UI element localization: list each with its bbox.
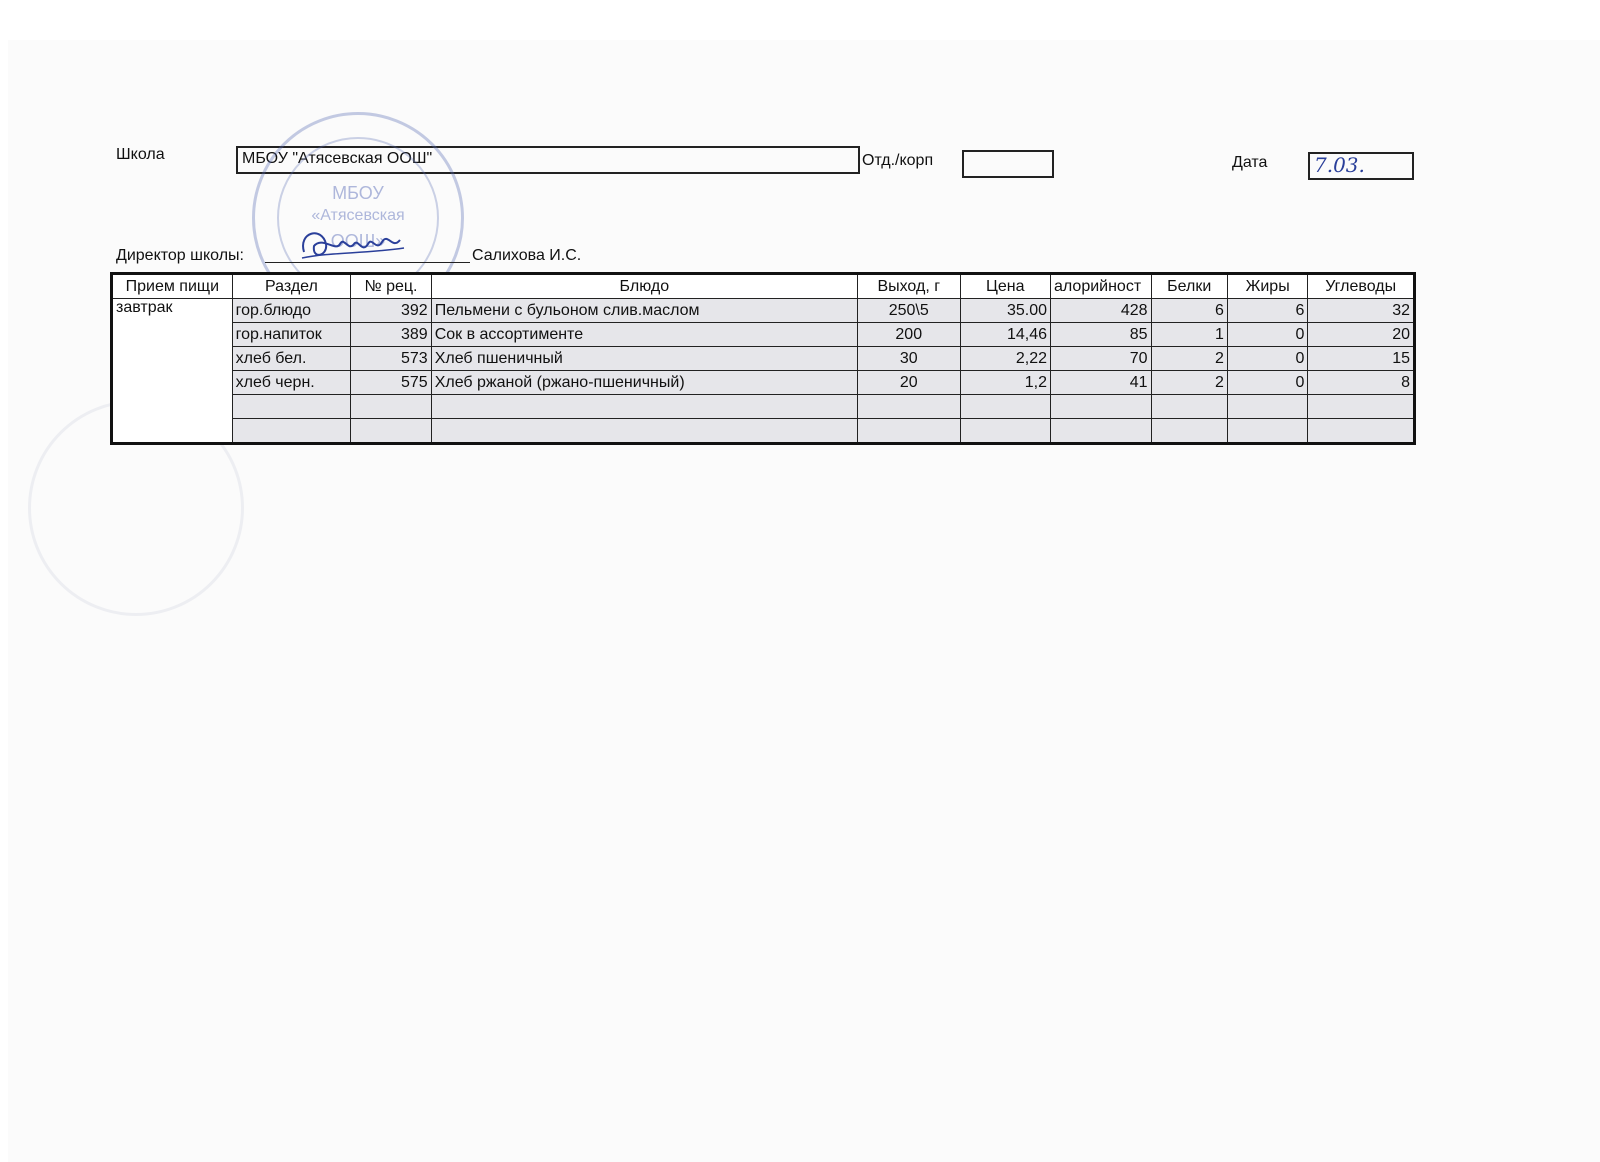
table-row (112, 299, 1415, 323)
table-row (112, 323, 1415, 347)
kcal-cell: 85 (1051, 323, 1152, 347)
yield-cell: 30 (857, 347, 960, 371)
table-row (112, 371, 1415, 395)
carbs-cell: 32 (1308, 299, 1415, 323)
school-field: МБОУ "Атясевская ООШ" (236, 146, 860, 174)
col-header: Белки (1151, 274, 1227, 299)
school-seal: МБОУ «Атясевская ООШ» (252, 112, 464, 324)
section-cell: хлеб черн. (232, 371, 351, 395)
scanned-sheet (8, 40, 1600, 1162)
branch-field (962, 150, 1054, 178)
fat-cell: 6 (1227, 299, 1307, 323)
empty-row (112, 395, 1415, 419)
yield-cell: 250\5 (857, 299, 960, 323)
meal-cell: завтрак (112, 299, 233, 444)
school-label: Школа (116, 146, 165, 163)
date-field: 7.03. (1308, 152, 1414, 180)
table-header-row (112, 274, 1415, 299)
price-cell: 2,22 (960, 347, 1050, 371)
menu-table (110, 272, 1416, 445)
col-header: Жиры (1227, 274, 1307, 299)
protein-cell: 6 (1151, 299, 1227, 323)
dish-cell: Сок в ассортименте (431, 323, 857, 347)
dish-cell: Пельмени с бульоном слив.маслом (431, 299, 857, 323)
protein-cell: 2 (1151, 347, 1227, 371)
date-label: Дата (1232, 154, 1268, 171)
director-name: Салихова И.С. (472, 247, 582, 264)
col-header: Блюдо (431, 274, 857, 299)
branch-label: Отд./корп (862, 152, 934, 169)
col-header: Выход, г (857, 274, 960, 299)
price-cell: 35.00 (960, 299, 1050, 323)
recipe-cell: 392 (351, 299, 431, 323)
fat-cell: 0 (1227, 323, 1307, 347)
kcal-cell: 428 (1051, 299, 1152, 323)
section-cell: хлеб бел. (232, 347, 351, 371)
fat-cell: 0 (1227, 347, 1307, 371)
carbs-cell: 15 (1308, 347, 1415, 371)
carbs-cell: 20 (1308, 323, 1415, 347)
section-cell: гор.напиток (232, 323, 351, 347)
director-label: Директор школы: (116, 247, 244, 264)
kcal-cell: 70 (1051, 347, 1152, 371)
price-cell: 1,2 (960, 371, 1050, 395)
col-header: № рец. (351, 274, 431, 299)
col-header: Раздел (232, 274, 351, 299)
col-header: алорийност (1051, 274, 1152, 299)
yield-cell: 20 (857, 371, 960, 395)
empty-row (112, 419, 1415, 444)
recipe-cell: 389 (351, 323, 431, 347)
recipe-cell: 573 (351, 347, 431, 371)
table-row (112, 347, 1415, 371)
protein-cell: 2 (1151, 371, 1227, 395)
price-cell: 14,46 (960, 323, 1050, 347)
director-signature (292, 222, 412, 270)
recipe-cell: 575 (351, 371, 431, 395)
kcal-cell: 41 (1051, 371, 1152, 395)
col-header: Углеводы (1308, 274, 1415, 299)
carbs-cell: 8 (1308, 371, 1415, 395)
col-header: Прием пищи (112, 274, 233, 299)
col-header: Цена (960, 274, 1050, 299)
protein-cell: 1 (1151, 323, 1227, 347)
section-cell: гор.блюдо (232, 299, 351, 323)
fat-cell: 0 (1227, 371, 1307, 395)
dish-cell: Хлеб пшеничный (431, 347, 857, 371)
dish-cell: Хлеб ржаной (ржано-пшеничный) (431, 371, 857, 395)
yield-cell: 200 (857, 323, 960, 347)
